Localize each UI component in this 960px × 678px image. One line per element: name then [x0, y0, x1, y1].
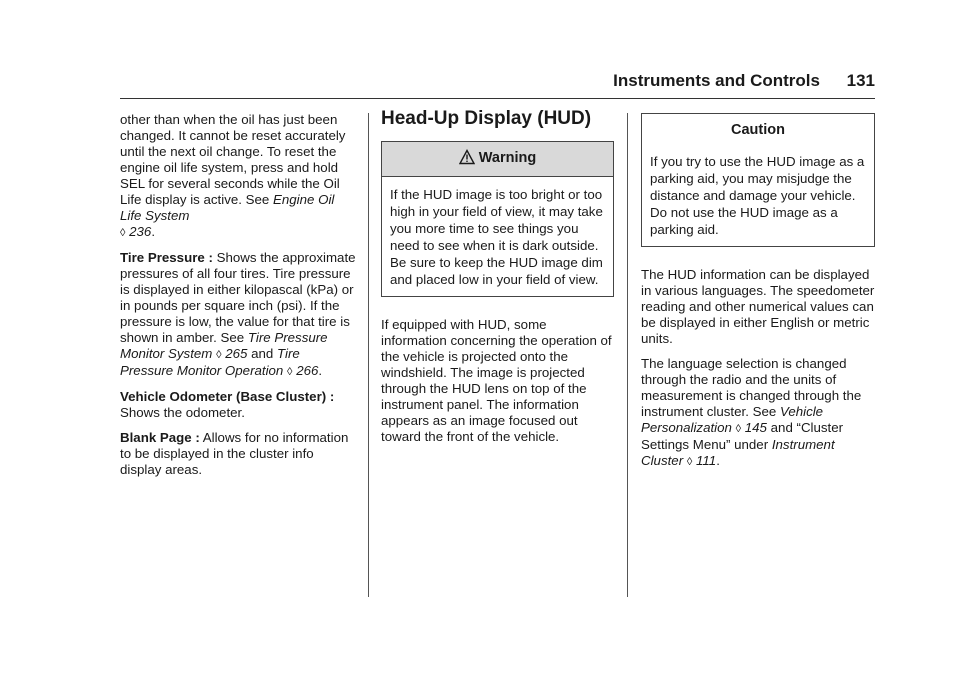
- page-ref-111[interactable]: 111: [695, 453, 717, 468]
- page-ref-145[interactable]: 145: [744, 420, 767, 435]
- page-ref-236[interactable]: 236: [129, 224, 152, 239]
- warning-text: If the HUD image is too bright or too high in your field of view, it may take you more time to see things you need to see when it is dark outside. Be sure to keep the HUD image dim and placed low in your field of view.: [390, 187, 603, 287]
- column-3: [641, 113, 875, 479]
- warning-triangle-icon: [459, 149, 475, 169]
- language-selection-paragraph: The language selection is changed through the radio and the units of measurement is changed through the instrument cluster. See Vehicle Personalization ◊ 145 and “Cluster Settings Menu” under Instrument Cluster ◊ 111.: [641, 356, 862, 468]
- caution-title: Caution: [731, 122, 785, 138]
- odometer-term: Vehicle Odometer (Base Cluster) :: [120, 389, 335, 404]
- tire-pressure-paragraph: Tire Pressure : Shows the approximate pressures of all four tires. Tire pressure is displayed in either kilopascal (kPa) or in pounds per square inch (psi). If the pressure is low, the value for that tire is shown in amber. See Tire Pressure Monitor System ◊ 265 and Tire Pressure Monitor Operation ◊ 266.: [120, 250, 356, 378]
- warning-title: Warning: [478, 150, 537, 166]
- column-divider-1: [368, 113, 369, 597]
- tire-pressure-monitor-operation-link[interactable]: Tire Pressure Monitor Operation: [120, 346, 300, 378]
- page-ref-265[interactable]: 265: [225, 346, 248, 361]
- warning-box: [381, 141, 614, 297]
- warning-header: [382, 142, 613, 177]
- page-ref-266[interactable]: 266: [296, 363, 319, 378]
- page-reference-icon: ◊: [686, 456, 693, 468]
- page-reference-icon: ◊: [287, 366, 293, 378]
- tire-pressure-monitor-system-link[interactable]: Tire Pressure Monitor System: [120, 330, 328, 361]
- page-reference-icon: ◊: [735, 423, 742, 435]
- hud-heading: Head-Up Display (HUD): [381, 108, 592, 129]
- blank-page-term: Blank Page :: [120, 430, 200, 445]
- caution-box: [641, 113, 875, 247]
- header-rule: [120, 98, 875, 99]
- column-2: [381, 108, 614, 454]
- page-reference-icon: ◊: [120, 227, 126, 239]
- oil-life-paragraph: other than when the oil has just been changed. It cannot be reset accurately until the next oil change. To reset the engine oil life system, press and hold SEL for several seconds while the Oil Life display is active. See Engine Oil Life System ◊ 236.: [120, 112, 346, 239]
- instrument-cluster-link[interactable]: Instrument Cluster: [641, 437, 835, 468]
- column-divider-2: [627, 113, 628, 597]
- tire-pressure-term: Tire Pressure :: [120, 250, 213, 265]
- blank-page-paragraph: Blank Page : Allows for no information to be displayed in the cluster info display areas.: [120, 430, 349, 477]
- page-number: 131: [846, 71, 875, 90]
- column-1: [120, 112, 356, 487]
- hud-languages-paragraph: The HUD information can be displayed in various languages. The speedometer reading and other numerical values can be displayed in either English or metric units.: [641, 267, 875, 346]
- vehicle-personalization-link[interactable]: Vehicle Personalization: [641, 404, 824, 435]
- page-reference-icon: ◊: [216, 349, 222, 361]
- odometer-paragraph: Vehicle Odometer (Base Cluster) : Shows the odometer.: [120, 389, 335, 420]
- section-title: Instruments and Controls: [613, 71, 820, 90]
- hud-body-paragraph: If equipped with HUD, some information concerning the operation of the vehicle is projected onto the windshield. The image is projected through the HUD lens on top of the instrument panel. The information appears as an image focused out toward the front of the vehicle.: [381, 317, 612, 444]
- engine-oil-life-link[interactable]: Engine Oil Life System: [120, 192, 335, 223]
- caution-text: If you try to use the HUD image as a parking aid, you may misjudge the distance and damage your vehicle. Do not use the HUD image as a parking aid.: [650, 154, 865, 237]
